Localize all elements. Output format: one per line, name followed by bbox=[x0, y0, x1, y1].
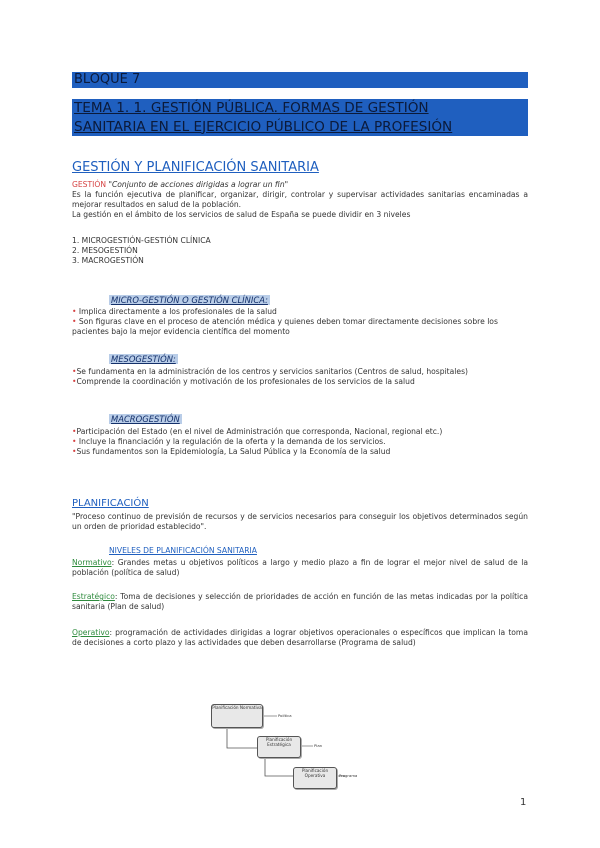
macro-list bbox=[72, 427, 462, 457]
operativo-label: Operativo bbox=[72, 628, 110, 637]
list-item: •Participación del Estado (en el nivel de Administración que corresponda, Nacional, regional etc.) bbox=[72, 427, 443, 436]
niveles-title: NIVELES DE PLANIFICACIÓN SANITARIA bbox=[109, 546, 257, 555]
macro-title: MACROGESTIÓN bbox=[111, 414, 180, 424]
diagram-label-politica: Política bbox=[278, 713, 292, 718]
gestion-quote: "Conjunto de acciones dirigidas a lograr un fin" bbox=[106, 180, 289, 189]
list-item: • Implica directamente a los profesionales de la salud bbox=[72, 307, 277, 316]
list-item: 1. MICROGESTIÓN-GESTIÓN CLÍNICA bbox=[72, 236, 211, 245]
planning-levels-diagram bbox=[205, 700, 365, 795]
normativo-label: Normativo bbox=[72, 558, 112, 567]
topic-title bbox=[72, 99, 528, 136]
meso-title: MESOGESTIÓN: bbox=[111, 354, 176, 364]
micro-title: MICRO-GESTIÓN O GESTIÓN CLÍNICA: bbox=[111, 295, 268, 305]
gestion-paragraph-2: La gestión en el ámbito de los servicios de salud de España se puede dividir en 3 niveles bbox=[72, 210, 411, 219]
normativo-paragraph: Normativo: Grandes metas u objetivos políticos a largo y medio plazo a fin de lograr el mejor nivel de salud de la población (política de salud) bbox=[72, 558, 528, 577]
section-heading-planificacion: PLANIFICACIÓN bbox=[72, 498, 149, 509]
list-item: • Incluye la financiación y la regulación de la oferta y la demanda de los servicios. bbox=[72, 437, 386, 446]
list-item: 2. MESOGESTIÓN bbox=[72, 246, 138, 255]
meso-list bbox=[72, 367, 528, 387]
estrategico-label: Estratégico bbox=[72, 592, 115, 601]
page-number: 1 bbox=[520, 797, 527, 808]
gestion-levels-list bbox=[72, 236, 528, 266]
list-item: •Se fundamenta en la administración de los centros y servicios sanitarios (Centros de salud, hospitales) bbox=[72, 367, 469, 376]
list-item: 3. MACROGESTIÓN bbox=[72, 256, 144, 265]
topic-title-line-2: SANITARIA EN EL EJERCICIO PÚBLICO DE LA PROFESIÓN bbox=[74, 118, 453, 135]
diagram-box-estrategica: Planificación Estratégica bbox=[257, 736, 301, 758]
gestion-term: GESTIÓN bbox=[72, 180, 107, 189]
section-heading-gestion: GESTIÓN Y PLANIFICACIÓN SANITARIA bbox=[72, 160, 319, 175]
list-item: • Son figuras clave en el proceso de atención médica y quienes deben tomar directamente decisiones sobre los pacientes bajo la mejor evidencia científica del momento bbox=[72, 317, 498, 336]
diagram-label-programa: Programa bbox=[339, 773, 358, 778]
list-item: •Comprende la coordinación y motivación de los profesionales de los servicios de la salud bbox=[72, 377, 415, 386]
diagram-box-normativa: Planificación Normativa bbox=[211, 704, 263, 728]
micro-list bbox=[72, 307, 528, 337]
list-item: •Sus fundamentos son la Epidemiología, La Salud Pública y la Economía de la salud bbox=[72, 447, 391, 456]
operativo-paragraph: Operativo: programación de actividades dirigidas a lograr objetivos operacionales o específicos que implican la toma de decisiones a corto plazo y las actividades que deben desarrollarse (Programa de salud) bbox=[72, 628, 528, 647]
estrategico-paragraph: Estratégico: Toma de decisiones y selección de prioridades de acción en función de las metas indicadas por la política sanitaria (Plan de salud) bbox=[72, 592, 528, 611]
block-title: BLOQUE 7 bbox=[72, 72, 528, 88]
diagram-label-plan: Plan bbox=[314, 743, 323, 748]
diagram-box-operativa: Planificación Operativa bbox=[293, 767, 337, 789]
gestion-paragraph: Es la función ejecutiva de planificar, organizar, dirigir, controlar y supervisar actividades sanitarias encaminadas a mejorar resultados en salud de la población. bbox=[72, 190, 528, 209]
gestion-definition bbox=[72, 180, 528, 220]
topic-title-line-1: TEMA 1. 1. GESTIÓN PÚBLICA. FORMAS DE GESTIÓN bbox=[74, 100, 429, 116]
planificacion-definition: "Proceso continuo de previsión de recursos y de servicios necesarios para conseguir los objetivos determinados según un orden de prioridad establecido". bbox=[72, 512, 528, 531]
